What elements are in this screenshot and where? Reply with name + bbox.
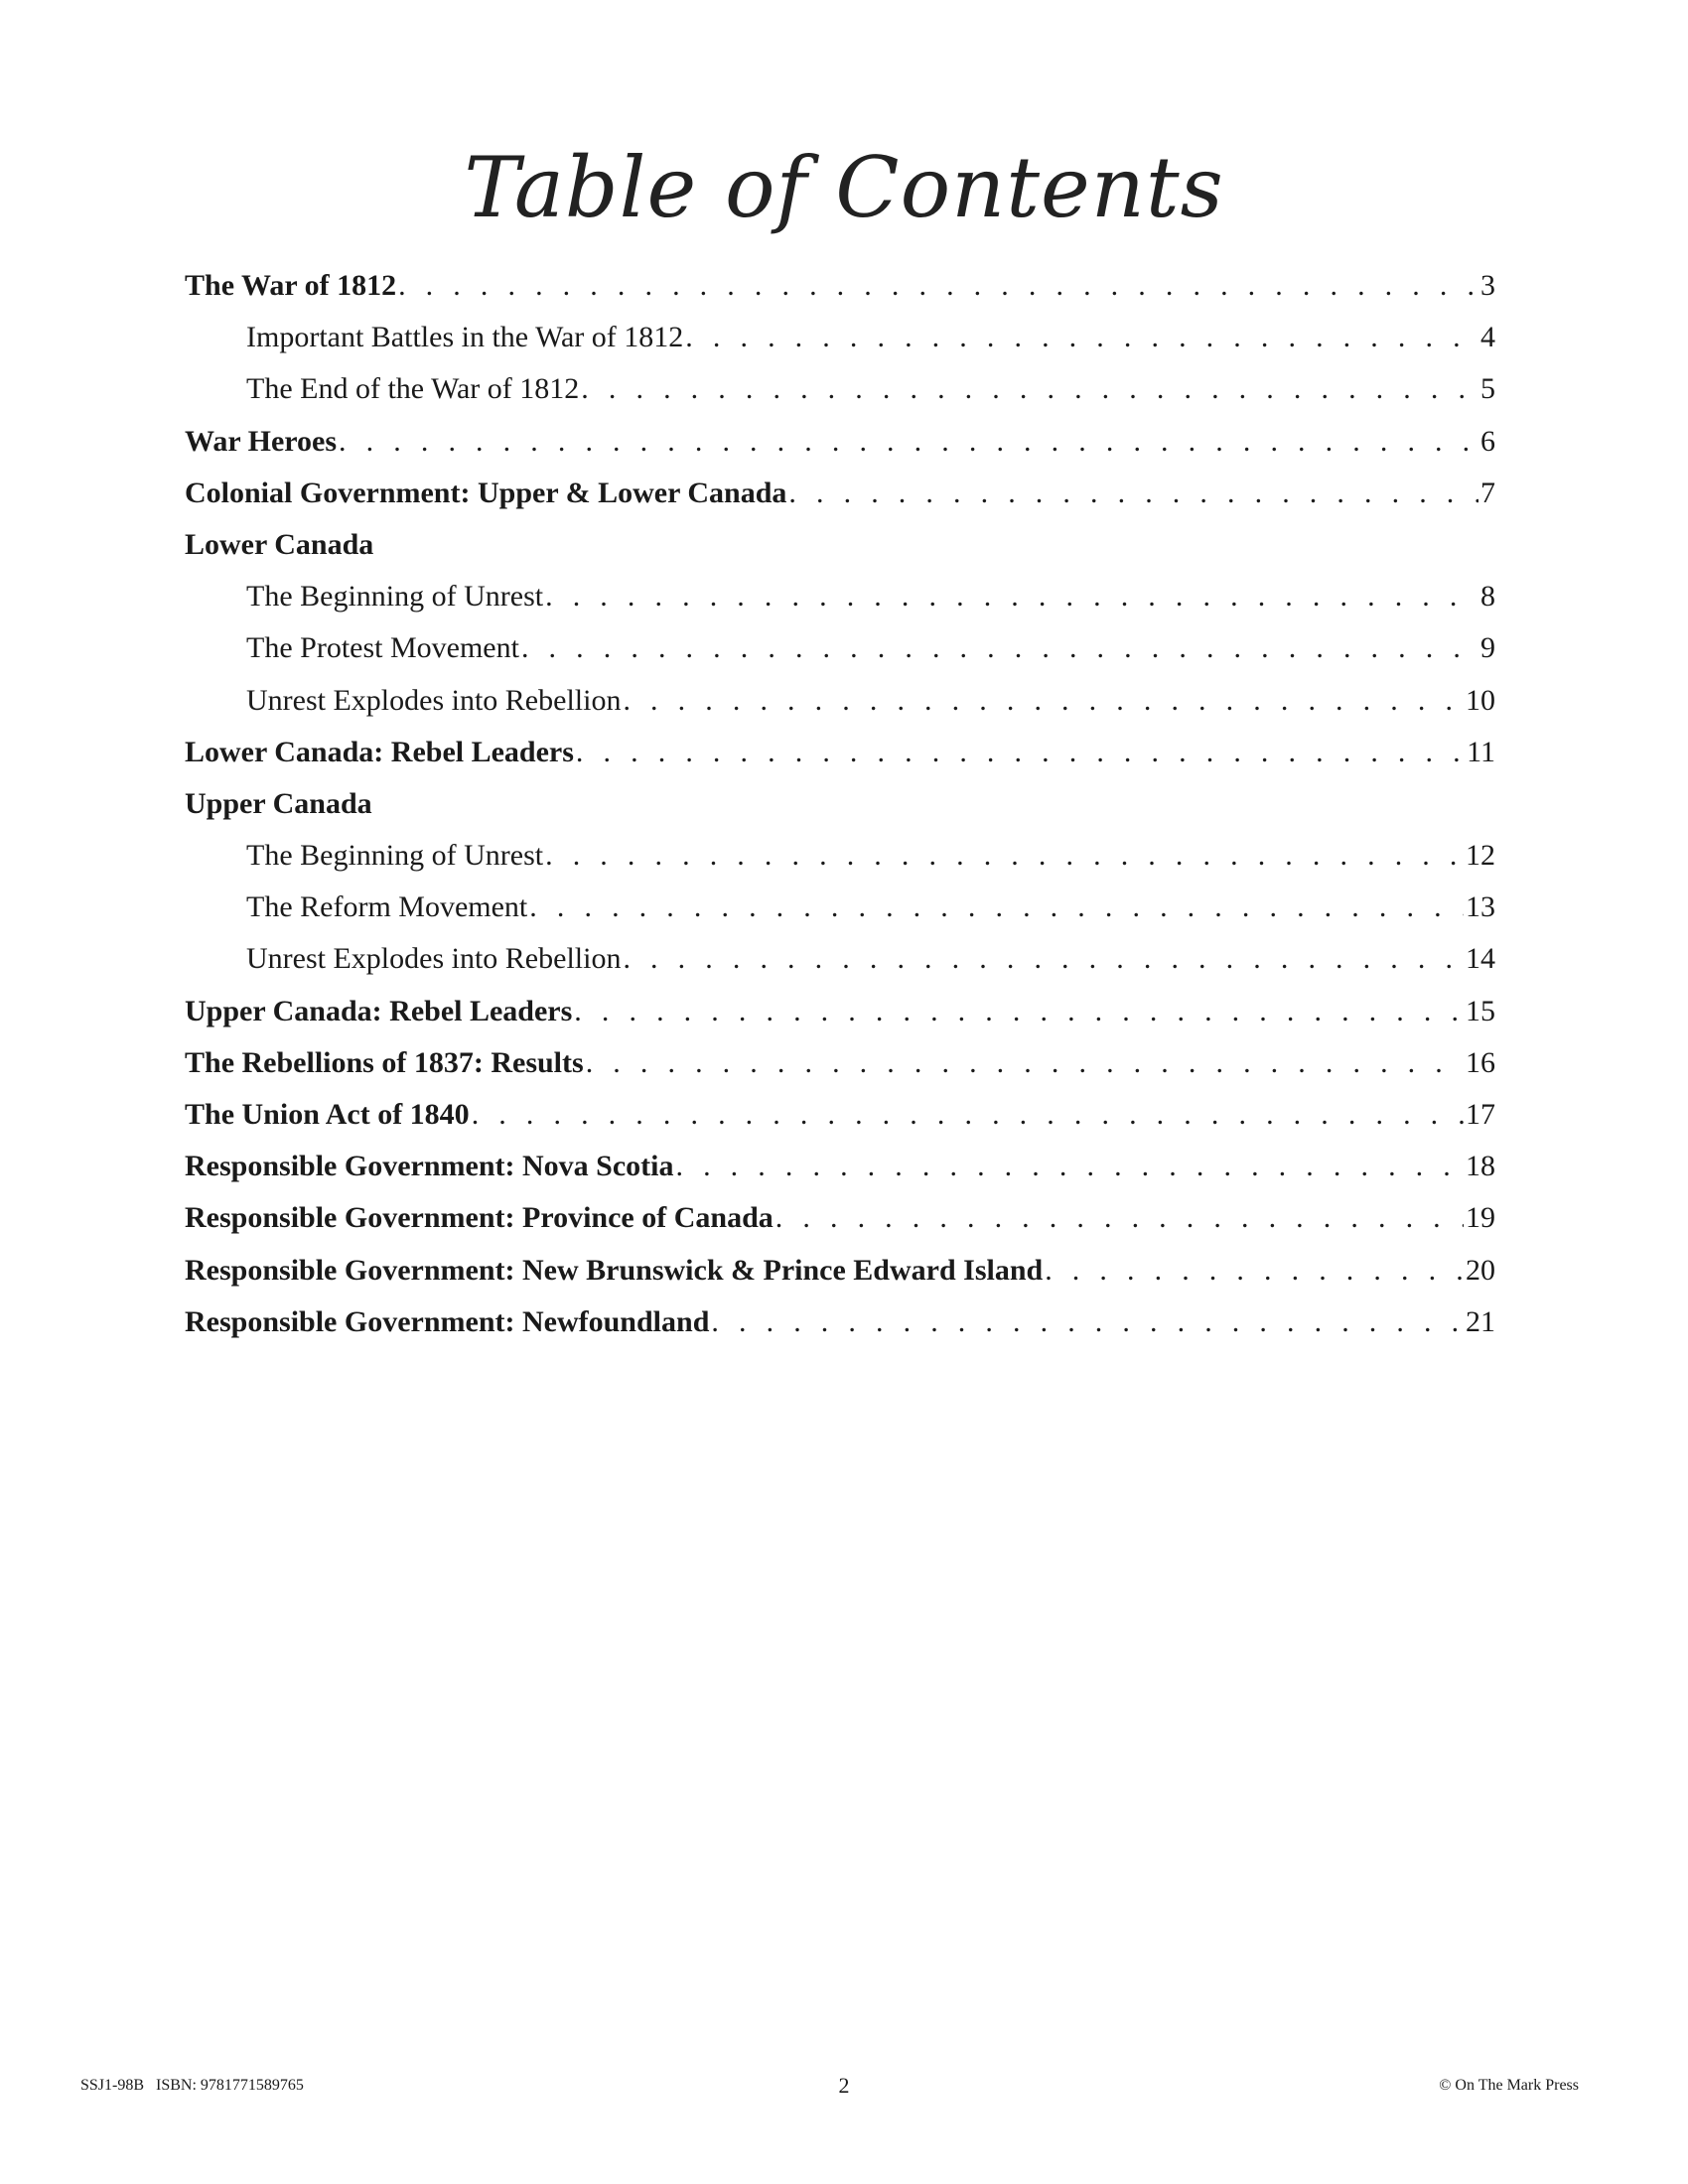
toc-entry-label: The Union Act of 1840	[185, 1098, 470, 1131]
toc-entry-label: The Protest Movement	[246, 631, 519, 665]
toc-entry[interactable]	[185, 1302, 1495, 1354]
toc-entry[interactable]	[185, 577, 1495, 628]
dot-leader	[711, 1302, 1464, 1342]
page-title: Table of Contents	[464, 139, 1224, 236]
toc-entry-page: 3	[1480, 269, 1495, 302]
toc-entry[interactable]	[185, 266, 1495, 318]
toc-entry[interactable]	[185, 939, 1495, 991]
dot-leader	[623, 681, 1464, 721]
dot-leader	[1045, 1251, 1464, 1291]
toc-entry[interactable]	[185, 474, 1495, 525]
toc-entry-label: Upper Canada	[185, 786, 372, 820]
toc-entry-label: Lower Canada	[185, 527, 374, 561]
dot-leader	[581, 369, 1478, 409]
toc-entry-label: Colonial Government: Upper & Lower Canada	[185, 476, 787, 509]
toc-entry-label: The Beginning of Unrest	[246, 580, 544, 614]
dot-leader	[623, 939, 1464, 979]
toc-entry-page: 7	[1480, 476, 1495, 509]
toc-entry-page: 12	[1466, 839, 1495, 873]
toc-entry-label: Responsible Government: Nova Scotia	[185, 1150, 674, 1183]
dot-leader	[398, 266, 1478, 306]
toc-entry-label: Upper Canada: Rebel Leaders	[185, 994, 573, 1027]
toc-entry[interactable]	[185, 1251, 1495, 1302]
toc-entry-page: 5	[1480, 372, 1495, 406]
toc-entry-page: 20	[1466, 1253, 1495, 1287]
toc-entry-label: The Reform Movement	[246, 890, 528, 924]
dot-leader	[586, 1043, 1464, 1083]
footer-code-isbn: SSJ1-98B ISBN: 9781771589765	[80, 2077, 304, 2094]
toc-entry-page: 18	[1466, 1150, 1495, 1183]
dot-leader	[529, 887, 1464, 927]
toc-entry[interactable]	[185, 628, 1495, 680]
toc-entry-label: Unrest Explodes into Rebellion	[246, 942, 622, 976]
toc-entry-label: The End of the War of 1812	[246, 372, 580, 406]
toc-entry-page: 21	[1466, 1304, 1495, 1338]
toc-entry[interactable]	[185, 681, 1495, 733]
toc-entry-page: 11	[1467, 735, 1495, 768]
toc-entry[interactable]	[185, 836, 1495, 887]
toc-entry[interactable]	[185, 525, 1495, 577]
toc-entry-page: 14	[1466, 942, 1495, 976]
dot-leader	[675, 1147, 1464, 1186]
toc-entry-page: 8	[1480, 580, 1495, 614]
toc-entry-label: Responsible Government: Newfoundland	[185, 1304, 710, 1338]
toc-entry-page: 17	[1466, 1098, 1495, 1131]
toc-entry-page: 6	[1480, 424, 1495, 458]
toc-entry-page: 13	[1466, 890, 1495, 924]
toc-entry-label: Unrest Explodes into Rebellion	[246, 683, 622, 717]
toc-entry-label: Responsible Government: Province of Canada	[185, 1201, 774, 1235]
footer-copyright: © On The Mark Press	[1439, 2077, 1579, 2094]
toc-entry-label: The Rebellions of 1837: Results	[185, 1045, 584, 1079]
toc-entry[interactable]	[185, 1198, 1495, 1250]
dot-leader	[775, 1198, 1464, 1238]
toc-entry[interactable]	[185, 733, 1495, 784]
toc-entry-page: 16	[1466, 1045, 1495, 1079]
footer-page-number: 2	[838, 2073, 850, 2098]
toc-entry[interactable]	[185, 887, 1495, 939]
toc-entry-label: The War of 1812	[185, 269, 397, 302]
toc-entry-label: Lower Canada: Rebel Leaders	[185, 735, 574, 768]
toc-entry-label: The Beginning of Unrest	[246, 839, 544, 873]
dot-leader	[545, 577, 1478, 616]
toc-entry[interactable]	[185, 318, 1495, 369]
toc-entry-page: 19	[1466, 1201, 1495, 1235]
table-of-contents	[185, 266, 1495, 1354]
toc-entry[interactable]	[185, 1095, 1495, 1147]
toc-entry[interactable]	[185, 784, 1495, 836]
dot-leader	[574, 992, 1464, 1031]
dot-leader	[576, 733, 1465, 772]
dot-leader	[545, 836, 1464, 876]
dot-leader	[521, 628, 1478, 668]
toc-entry[interactable]	[185, 369, 1495, 421]
toc-entry-page: 9	[1480, 631, 1495, 665]
toc-entry[interactable]	[185, 1147, 1495, 1198]
toc-entry[interactable]	[185, 1043, 1495, 1095]
toc-entry-page: 4	[1480, 321, 1495, 354]
dot-leader	[685, 318, 1478, 357]
toc-entry[interactable]	[185, 992, 1495, 1043]
dot-leader	[788, 474, 1478, 513]
dot-leader	[472, 1095, 1464, 1135]
toc-entry-label: Important Battles in the War of 1812	[246, 321, 684, 354]
toc-entry-label: War Heroes	[185, 424, 338, 458]
toc-entry-label: Responsible Government: New Brunswick & Prince Edward Island	[185, 1253, 1044, 1287]
toc-entry-page: 15	[1466, 994, 1495, 1027]
toc-entry[interactable]	[185, 422, 1495, 474]
toc-entry-page: 10	[1466, 683, 1495, 717]
dot-leader	[339, 422, 1478, 462]
